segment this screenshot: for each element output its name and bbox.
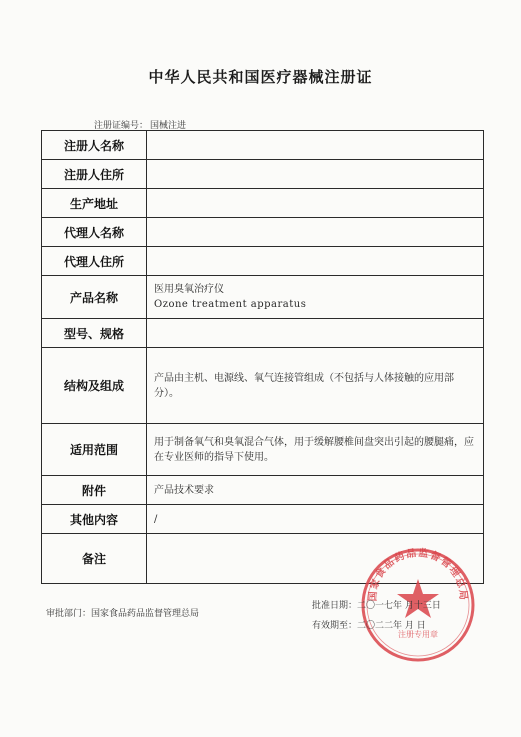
row-label: 结构及组成	[42, 348, 147, 424]
table-row	[42, 276, 484, 319]
seal-ring-text: 国家食品药品监督管理总局	[367, 547, 469, 602]
certificate-table	[41, 130, 484, 584]
table-row	[42, 218, 484, 247]
registration-number-label: 注册证编号：	[94, 121, 149, 131]
table-row	[42, 505, 484, 534]
approval-department-label: 审批部门：	[46, 609, 92, 619]
table-row	[42, 424, 484, 476]
table-row	[42, 247, 484, 276]
table-row	[42, 131, 484, 160]
table-row	[42, 160, 484, 189]
row-label: 其他内容	[42, 505, 147, 534]
table-row	[42, 348, 484, 424]
product-name-en: Ozone treatment apparatus	[154, 299, 307, 310]
valid-until-label: 有效期至：	[312, 621, 358, 631]
row-value	[147, 160, 484, 189]
table-row	[42, 189, 484, 218]
certificate-title: 中华人民共和国医疗器械注册证	[148, 68, 373, 86]
approval-department-value: 国家食品药品监督管理总局	[91, 609, 200, 619]
registration-number-value: 国械注进	[150, 121, 187, 131]
row-value	[147, 218, 484, 247]
row-value	[147, 131, 484, 160]
row-value: 产品由主机、电源线、氧气连接管组成（不包括与人体接触的应用部分）。	[147, 348, 484, 424]
table-row	[42, 319, 484, 348]
valid-until-value: 二〇二二年 月 日	[357, 621, 426, 631]
row-label: 适用范围	[42, 424, 147, 476]
approval-date-value: 二〇一七年 月十三日	[357, 601, 441, 611]
approval-date-label: 批准日期：	[312, 601, 358, 611]
product-name-value	[147, 276, 484, 319]
row-label: 注册人名称	[42, 131, 147, 160]
row-value: 产品技术要求	[147, 476, 484, 505]
valid-until	[312, 618, 426, 631]
row-label: 代理人住所	[42, 247, 147, 276]
row-label: 产品名称	[42, 276, 147, 319]
row-label: 备注	[42, 534, 147, 584]
row-label: 附件	[42, 476, 147, 505]
table-row	[42, 476, 484, 505]
product-name-cn: 医用臭氧治疗仪	[154, 284, 224, 295]
seal-inner-text: 注册专用章	[398, 630, 438, 639]
row-label: 生产地址	[42, 189, 147, 218]
approval-department	[46, 606, 199, 619]
row-label: 注册人住所	[42, 160, 147, 189]
row-value	[147, 189, 484, 218]
row-label: 代理人名称	[42, 218, 147, 247]
row-value	[147, 247, 484, 276]
row-value: 用于制备氧气和臭氧混合气体，用于缓解腰椎间盘突出引起的腰腿痛，应在专业医师的指导下使用。	[147, 424, 484, 476]
row-label: 型号、规格	[42, 319, 147, 348]
row-value: /	[147, 505, 484, 534]
approval-date	[312, 598, 441, 611]
row-value	[147, 319, 484, 348]
